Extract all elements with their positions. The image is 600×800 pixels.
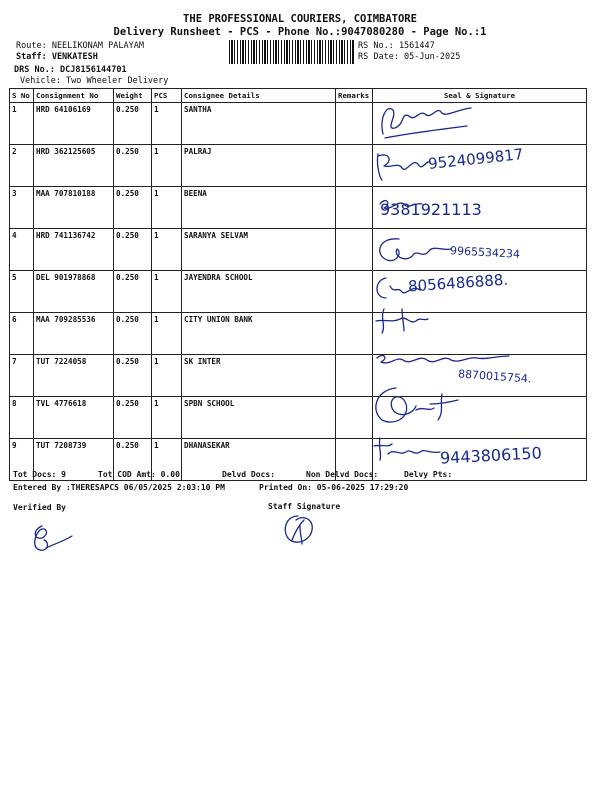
non-delvd-docs: Non Delvd Docs:: [306, 470, 379, 479]
cell-pcs: 1: [152, 313, 182, 355]
cell-weight: 0.250: [114, 271, 152, 313]
cell-pcs: 1: [152, 145, 182, 187]
printed-on: Printed On: 05-06-2025 17:29:20: [259, 483, 409, 492]
cell-weight: 0.250: [114, 439, 152, 481]
cell-remarks: [336, 271, 373, 313]
cell-consignee: SANTHA: [182, 103, 336, 145]
cell-weight: 0.250: [114, 103, 152, 145]
cell-consignee: SARANYA SELVAM: [182, 229, 336, 271]
drs-no: DRS No.: DCJ8156144701: [14, 65, 127, 75]
cell-weight: 0.250: [114, 397, 152, 439]
col-consignee: Consignee Details: [182, 89, 336, 103]
table-row: [10, 103, 587, 145]
staff: Staff: VENKATESH: [16, 52, 98, 62]
cell-consignment: MAA 709285536: [34, 313, 114, 355]
col-remarks: Remarks: [336, 89, 373, 103]
signature-row2: [372, 150, 432, 186]
sheet-title: Delivery Runsheet - PCS - Phone No.:9047080280 - Page No.:1: [113, 26, 487, 38]
signature-row4: [373, 233, 453, 271]
cell-weight: 0.250: [114, 145, 152, 187]
staff-signature-label: Staff Signature: [268, 502, 341, 511]
cell-sno: 8: [10, 397, 34, 439]
signature-row1: [375, 100, 485, 142]
cell-consignee: SPBN SCHOOL: [182, 397, 336, 439]
entered-by: Entered By :THERESAPCS 06/05/2025 2:03:10 PM: [13, 483, 225, 492]
rs-date: RS Date: 05-Jun-2025: [358, 52, 461, 62]
company-title: THE PROFESSIONAL COURIERS, COIMBATORE: [183, 13, 417, 25]
table-header-row: [10, 89, 587, 103]
cell-sno: 7: [10, 355, 34, 397]
cell-pcs: 1: [152, 439, 182, 481]
cell-sno: 2: [10, 145, 34, 187]
phone-row2: 9524099817: [427, 145, 525, 173]
cell-weight: 0.250: [114, 229, 152, 271]
cell-consignee: CITY UNION BANK: [182, 313, 336, 355]
cell-consignee: JAYENDRA SCHOOL: [182, 271, 336, 313]
barcode: [229, 40, 354, 64]
table-row: [10, 187, 587, 229]
vehicle: Vehicle: Two Wheeler Delivery: [20, 76, 169, 86]
phone-row5: 8056486888.: [407, 270, 509, 296]
cell-consignee: BEENA: [182, 187, 336, 229]
cell-consignment: TUT 7224058: [34, 355, 114, 397]
cell-remarks: [336, 229, 373, 271]
route: Route: NEELIKONAM PALAYAM: [16, 41, 144, 51]
cell-pcs: 1: [152, 229, 182, 271]
cell-sno: 5: [10, 271, 34, 313]
signature-row6: [372, 305, 432, 335]
cell-sno: 9: [10, 439, 34, 481]
cell-remarks: [336, 187, 373, 229]
col-weight: Weight: [114, 89, 152, 103]
rs-no: RS No.: 1561447: [358, 41, 435, 51]
cell-consignment: TUT 7208739: [34, 439, 114, 481]
cell-sno: 3: [10, 187, 34, 229]
tot-cod-amt: Tot COD Amt: 0.00: [98, 470, 180, 479]
phone-row4: 9965534234: [449, 244, 521, 261]
signature-row8: [366, 380, 462, 428]
cell-consignment: HRD 64106169: [34, 103, 114, 145]
phone-row9: 9443806150: [439, 443, 543, 468]
cell-consignment: MAA 707810188: [34, 187, 114, 229]
staff-signature-mark: [280, 512, 316, 548]
col-sno: S No: [10, 89, 34, 103]
cell-pcs: 1: [152, 103, 182, 145]
col-consignment: Consignment No: [34, 89, 114, 103]
verified-signature: [28, 522, 78, 556]
verified-by-label: Verified By: [13, 503, 66, 512]
phone-row7: 8870015754.: [457, 367, 532, 386]
tot-docs: Tot Docs: 9: [13, 470, 66, 479]
cell-pcs: 1: [152, 397, 182, 439]
cell-weight: 0.250: [114, 313, 152, 355]
cell-remarks: [336, 103, 373, 145]
cell-consignee: SK INTER: [182, 355, 336, 397]
cell-weight: 0.250: [114, 187, 152, 229]
table-row: [10, 397, 587, 439]
cell-consignee: DHANASEKAR: [182, 439, 336, 481]
delvy-pts: Delvy Pts:: [404, 470, 453, 479]
cell-sno: 1: [10, 103, 34, 145]
cell-pcs: 1: [152, 355, 182, 397]
cell-pcs: 1: [152, 187, 182, 229]
cell-remarks: [336, 313, 373, 355]
cell-consignment: TVL 4776618: [34, 397, 114, 439]
cell-consignment: HRD 741136742: [34, 229, 114, 271]
cell-pcs: 1: [152, 271, 182, 313]
delvd-docs: Delvd Docs:: [222, 470, 275, 479]
cell-weight: 0.250: [114, 355, 152, 397]
phone-row3: 9381921113: [380, 200, 482, 219]
col-pcs: PCS: [152, 89, 182, 103]
cell-sno: 4: [10, 229, 34, 271]
cell-consignment: HRD 362125605: [34, 145, 114, 187]
col-seal-signature: Seal & Signature: [373, 89, 587, 103]
cell-remarks: [336, 145, 373, 187]
cell-consignee: PALRAJ: [182, 145, 336, 187]
cell-sno: 6: [10, 313, 34, 355]
table-row: [10, 313, 587, 355]
cell-consignment: DEL 901978868: [34, 271, 114, 313]
